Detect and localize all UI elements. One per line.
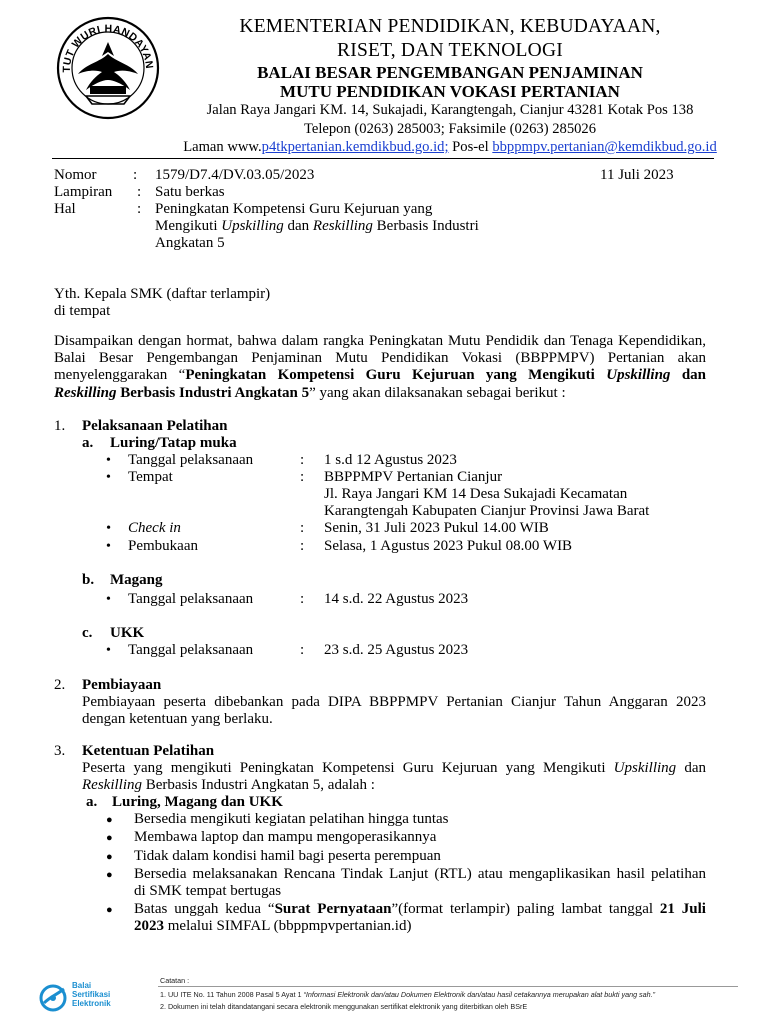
nomor-label: Nomor [54,167,97,183]
hal-line1: Peningkatan Kompetensi Guru Kejuruan yang [155,201,433,217]
ukk-date-value: 23 s.d. 25 Agustus 2023 [324,642,469,658]
lampiran-value: Satu berkas [155,184,225,200]
requirement-item: ● Bersedia mengikuti kegiatan pelatihan hingga tuntas [134,811,449,829]
recipient-line2: di tempat [54,303,111,319]
agency-address: Jalan Raya Jangari KM. 14, Sukajadi, Karangtengah, Cianjur 43281 Kotak Pos 138 [206,102,694,118]
section2-number: 2. [54,677,66,693]
nomor-colon: : [133,167,138,183]
footer-note1: 1. UU ITE No. 11 Tahun 2008 Pasal 5 Ayat 1 “Informasi Elektronik dan/atau Dokumen Elektronik dan/atau hasil cetakannya merupakan alat bukti yang sah.” [160,990,656,999]
footer-catatan: Catatan : [160,976,190,985]
bsre-line3: Elektronik [72,999,111,1008]
bsre-logo [38,977,158,1017]
hal-line3: Angkatan 5 [155,235,225,251]
recipient-line1: Yth. Kepala SMK (daftar terlampir) [54,286,271,302]
intro-line4: Reskilling Berbasis Industri Angkatan 5” yang akan dilaksanakan sebagai berikut : [54,385,566,401]
opening-label: • Pembukaan [128,538,198,556]
requirement-item-deadline-cont: 2023 melalui SIMFAL (bbppmpvpertanian.id) [134,918,412,934]
luring-date-label: • Tanggal pelaksanaan [128,452,253,470]
intro-line2: Balai Besar Pengembangan Penjaminan Mutu Pendidikan Vokasi (BBPPMPV) Pertanian akan [54,350,706,366]
section1a-title: Luring/Tatap muka [110,435,237,451]
luring-place-label: • Tempat [128,469,173,487]
section1c-letter: c. [82,625,93,641]
hal-label: Hal [54,201,76,217]
footer-note2: 2. Dokumen ini telah ditandatangani secara elektronik menggunakan sertifikat elektronik yang diterbitkan oleh BSrE [160,1002,528,1011]
svg-text:TUT WURI HANDAYANI: TUT WURI HANDAYAN [60,22,156,73]
intro-line3: menyelenggarakan “Peningkatan Kompetensi Guru Kejuruan yang Mengikuti Upskilling dan [54,367,706,383]
bsre-line1: Balai [72,981,92,990]
section3a-letter: a. [86,794,98,810]
email-link[interactable]: bbppmpv.pertanian@kemdikbud.go.id [492,139,717,155]
luring-place-line3: Karangtengah Kabupaten Cianjur Provinsi Jawa Barat [324,503,650,519]
footer-divider [158,986,738,987]
section1c-title: UKK [110,625,145,641]
requirement-item: ● Bersedia melaksanakan Rencana Tindak Lanjut (RTL) atau mengaplikasikan hasil pelatihan [134,866,706,884]
section3-line2: Reskilling Berbasis Industri Angkatan 5, adalah : [82,777,375,793]
nomor-value: 1579/D7.4/DV.03.05/2023 [155,167,315,183]
section1a-letter: a. [82,435,94,451]
hal-line2: Mengikuti Upskilling dan Reskilling Berbasis Industri [155,218,479,234]
requirement-item: ● Tidak dalam kondisi hamil bagi peserta perempuan [134,848,441,866]
section2-title: Pembiayaan [82,677,162,693]
ministry-name-line1: KEMENTERIAN PENDIDIKAN, KEBUDAYAAN, [239,16,661,37]
section2-line2: dengan ketentuan yang berlaku. [82,711,273,727]
opening-value: Selasa, 1 Agustus 2023 Pukul 08.00 WIB [324,538,573,554]
web-label: Laman www. [183,139,262,155]
magang-date-value: 14 s.d. 22 Agustus 2023 [324,591,469,607]
agency-name-line1: BALAI BESAR PENGEMBANGAN PENJAMINAN [257,63,643,82]
section2-line1: Pembiayaan peserta dibebankan pada DIPA BBPPMPV Pertanian Cianjur Tahun Anggaran 2023 [82,694,706,710]
agency-name-line2: MUTU PENDIDIKAN VOKASI PERTANIAN [280,82,620,101]
section3-number: 3. [54,743,66,759]
requirement-item-deadline: ● Batas unggah kedua “Surat Pernyataan”(format terlampir) paling lambat tanggal 21 Juli [134,901,706,919]
hal-colon: : [137,201,142,217]
agency-phone: Telepon (0263) 285003; Faksimile (0263) 285026 [303,121,597,137]
section1-title: Pelaksanaan Pelatihan [82,418,228,434]
email-label: Pos-el [448,139,493,155]
bsre-emblem-icon [38,983,68,1013]
header-divider [52,158,714,159]
tut-wuri-handayani-logo [52,12,164,124]
checkin-label: • Check in [128,520,181,538]
luring-place-value: BBPPMPV Pertanian Cianjur [324,469,503,485]
bsre-line2: Sertifikasi [72,990,111,999]
website-link[interactable]: p4tkpertanian.kemdikbud.go.id; [261,139,449,155]
lampiran-colon: : [137,184,142,200]
section1b-letter: b. [82,572,95,588]
requirement-item: ● Membawa laptop dan mampu mengoperasikannya [134,829,436,847]
checkin-value: Senin, 31 Juli 2023 Pukul 14.00 WIB [324,520,549,536]
requirement-item-cont: di SMK tempat bertugas [134,883,282,899]
lampiran-label: Lampiran [54,184,113,200]
section3-line1: Peserta yang mengikuti Peningkatan Kompetensi Guru Kejuruan yang Mengikuti Upskilling dan [82,760,706,776]
section1b-title: Magang [110,572,163,588]
agency-contacts [170,139,730,156]
intro-line1: Disampaikan dengan hormat, bahwa dalam rangka Peningkatan Mutu Pendidik dan Tenaga Kependidikan, [54,333,706,349]
section3-title: Ketentuan Pelatihan [82,743,215,759]
section3a-title: Luring, Magang dan UKK [112,794,283,810]
letter-page: TUT WURI HANDAYAN KEMENTERIAN PENDIDIKAN, KEBUDAYAAN, RISET, DAN TEKNOLOGI BALAI BESAR PENGEMBANGAN PENJAMINAN MUTU PENDIDIKAN VOKASI PERTANIAN Jalan Raya Jangari KM. 14, Sukajadi, Karangtengah, Cianjur 43281 Kotak Pos 138 Telepon (0263) 285003; Faksimile (0263) 285026 Laman www.p4tkpertanian.kemdikbud.go.id; Pos-el bbppmpv.pertanian@kemdikbud.go.id Nomor : 1579/D7.4/DV.03.05/2023 11 Juli 2023 Lampiran : Satu berkas Hal : Peningkatan Kompetensi Guru Kejuruan yang Mengikuti Upskilling dan Reskilling Berbasis Industri Angkatan 5 Yth. Kepala SMK (daftar terlampir) di tempat Disampaikan dengan hormat, bahwa dalam rangka Peningkatan Mutu Pendidik dan Tenaga Kependidikan, Balai Besar Pengembangan Penjaminan Mutu Pendidikan Vokasi (BBPPMPV) Pertanian akan menyelenggarakan “Peningkatan Kompetensi Guru Kejuruan yang Mengikuti Upskilling dan Reskilling Berbasis Industri Angkatan 5” yang akan dilaksanakan sebagai berikut : 1. Pelaksanaan Pelatihan a. Luring/Tatap muka • Tanggal pelaksanaan : 1 s.d 12 Agustus 2023 • Tempat : BBPPMPV Pertanian Cianjur Jl. Raya Jangari KM 14 Desa Sukajadi Kecamatan Karangtengah Kabupaten Cianjur Provinsi Jawa Barat • Check in : Senin, 31 Juli 2023 Pukul 14.00 WIB • Pembukaan : Selasa, 1 Agustus 2023 Pukul 08.00 WIB b. Magang • Tanggal pelaksanaan : 14 s.d. 22 Agustus 2023 c. UKK • Tanggal pelaksanaan : 23 s.d. 25 Agustus 2023 2. Pembiayaan Pembiayaan peserta dibebankan pada DIPA BBPPMPV Pertanian Cianjur Tahun Anggaran 2023 dengan ketentuan yang berlaku. 3. Ketentuan Pelatihan Peserta yang mengikuti Peningkatan Kompetensi Guru Kejuruan yang Mengikuti Upskilling dan Reskilling Berbasis Industri Angkatan 5, adalah : a. Luring, Magang dan UKK ● Bersedia mengikuti kegiatan pelatihan hingga tuntas ● Membawa laptop dan mampu mengoperasikannya ● Tidak dalam kondisi hamil bagi peserta perempuan ● Bersedia melaksanakan Rencana Tindak Lanjut (RTL) atau mengaplikasikan hasil pelatihan di SMK tempat bertugas ● Batas unggah kedua “Surat Pernyataan”(format terlampir) paling lambat tanggal 21 Juli 2023 melalui SIMFAL (bbppmpvpertanian.id) Balai Sertifikasi Elektronik Catatan : 1. UU ITE No. 11 Tahun 2008 Pasal 5 Ayat 1 “Informasi Elektronik dan/atau Dokumen Elektronik dan/atau hasil cetakannya merupakan alat bukti yang sah.” 2. Dokumen ini telah ditandatangani secara elektronik menggunakan sertifikat elektronik yang diterbitkan oleh BSrE [0,0,768,1024]
letter-date: 11 Juli 2023 [600,167,674,183]
luring-date-value: 1 s.d 12 Agustus 2023 [324,452,457,468]
ukk-date-label: • Tanggal pelaksanaan [128,642,253,660]
section1-number: 1. [54,418,66,434]
magang-date-label: • Tanggal pelaksanaan [128,591,253,609]
ministry-name-line2: RISET, DAN TEKNOLOGI [337,40,563,61]
luring-place-line2: Jl. Raya Jangari KM 14 Desa Sukajadi Kecamatan [324,486,628,502]
